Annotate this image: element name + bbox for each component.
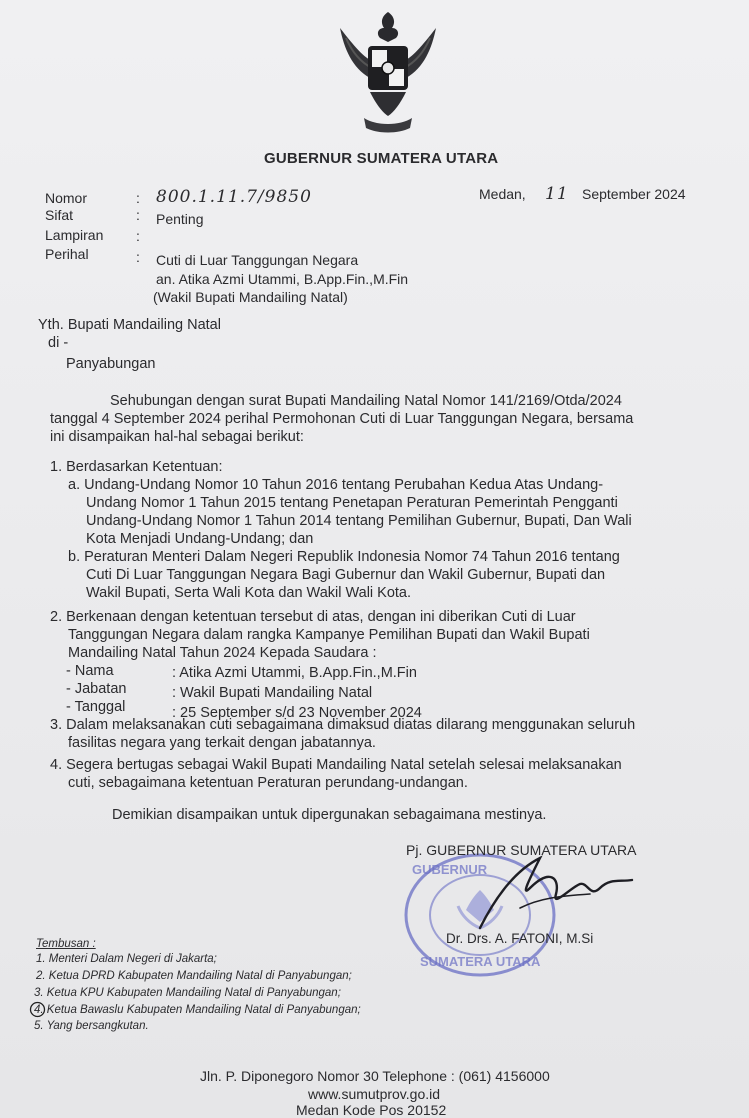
field-value-perihal: Cuti di Luar Tanggungan Negara xyxy=(156,252,359,268)
item-2-line: Mandailing Natal Tahun 2024 Kepada Saudara : xyxy=(68,645,377,661)
intro-line: tanggal 4 September 2024 perihal Permohonan Cuti di Luar Tanggungan Negara, bersama xyxy=(50,411,634,427)
item-2-line: Tanggungan Negara dalam rangka Kampanye Pemilihan Bupati dan Wakil Bupati xyxy=(68,627,590,643)
item-1a-line: Kota Menjadi Undang-Undang; dan xyxy=(86,531,314,547)
detail-value-jabatan: : Wakil Bupati Mandailing Natal xyxy=(172,685,373,701)
perihal-line-3: (Wakil Bupati Mandailing Natal) xyxy=(153,289,348,305)
field-label-nomor: Nomor xyxy=(45,190,88,206)
item-2-line: 2. Berkenaan dengan ketentuan tersebut di atas, dengan ini diberikan Cuti di Luar xyxy=(50,609,576,625)
letterhead-title: GUBERNUR SUMATERA UTARA xyxy=(264,150,499,167)
footer-address: Jln. P. Diponegoro Nomor 30 Telephone : (061) 4156000 xyxy=(200,1068,550,1084)
field-value-sifat: Penting xyxy=(156,211,204,227)
detail-label-jabatan: - Jabatan xyxy=(66,681,127,697)
item-1a-line: Undang Nomor 1 Tahun 2015 tentang Penetapan Peraturan Pemerintah Pengganti xyxy=(86,495,618,511)
recipient-line-3: Panyabungan xyxy=(66,356,156,372)
colon: : xyxy=(136,190,140,206)
item-4-line: cuti, sebagaimana ketentuan Peraturan perundang-undangan. xyxy=(68,775,468,791)
colon: : xyxy=(136,249,140,265)
detail-label-tanggal: - Tanggal xyxy=(66,699,126,715)
signatory-name: Dr. Drs. A. FATONI, M.Si xyxy=(446,931,594,946)
item-4-line: 4. Segera bertugas sebagai Wakil Bupati Mandailing Natal setelah selesai melaksanakan xyxy=(50,757,622,773)
tembusan-item: 2. Ketua DPRD Kabupaten Mandailing Natal di Panyabungan; xyxy=(36,970,352,982)
tembusan-title: Tembusan : xyxy=(36,938,96,950)
tembusan-item: 5. Yang bersangkutan. xyxy=(34,1020,149,1032)
intro-line: ini disampaikan hal-hal sebagai berikut: xyxy=(50,429,304,445)
tembusan-item: 4. Ketua Bawaslu Kabupaten Mandailing Natal di Panyabungan; xyxy=(34,1004,361,1016)
tembusan-item: 3. Ketua KPU Kabupaten Mandailing Natal di Panyabungan; xyxy=(34,987,341,999)
recipient-line-1: Yth. Bupati Mandailing Natal xyxy=(38,317,221,333)
perihal-line-2: an. Atika Azmi Utammi, B.App.Fin.,M.Fin xyxy=(156,271,409,287)
item-1-title: 1. Berdasarkan Ketentuan: xyxy=(50,459,223,475)
stamp-text-bottom: SUMATERA UTARA xyxy=(420,954,541,969)
colon: : xyxy=(136,228,140,244)
item-3-line: 3. Dalam melaksanakan cuti sebagaimana dimaksud diatas dilarang menggunakan seluruh xyxy=(50,717,636,733)
handwritten-signature-icon xyxy=(460,848,650,938)
place-date-prefix: Medan, xyxy=(479,186,526,202)
detail-label-nama: - Nama xyxy=(66,663,114,679)
item-3-line: fasilitas negara yang terkait dengan jabatannya. xyxy=(68,735,376,751)
field-label-sifat: Sifat xyxy=(45,207,74,223)
recipient-line-2: di - xyxy=(48,335,69,351)
date-day: 11 xyxy=(545,184,569,204)
item-1a-line: Undang-Undang Nomor 1 Tahun 2014 tentang Pemilihan Gubernur, Bupati, Dan Wali xyxy=(86,513,632,529)
closing-text: Demikian disampaikan untuk dipergunakan sebagaimana mestinya. xyxy=(112,807,547,823)
field-label-perihal: Perihal xyxy=(45,246,89,262)
item-1a-line: a. Undang-Undang Nomor 10 Tahun 2016 tentang Perubahan Kedua Atas Undang- xyxy=(68,477,604,493)
item-1b-line: Wakil Bupati, Serta Wali Kota dan Wakil Wali Kota. xyxy=(86,585,412,601)
tembusan-item: 1. Menteri Dalam Negeri di Jakarta; xyxy=(36,953,217,965)
garuda-emblem-icon xyxy=(330,8,446,136)
intro-line: Sehubungan dengan surat Bupati Mandailing Natal Nomor 141/2169/Otda/2024 xyxy=(110,393,622,409)
footer-postal: Medan Kode Pos 20152 xyxy=(296,1102,447,1118)
field-value-nomor: 800.1.11.7/9850 xyxy=(156,187,312,207)
item-1b-line: b. Peraturan Menteri Dalam Negeri Republik Indonesia Nomor 74 Tahun 2016 tentang xyxy=(68,549,620,565)
footer-website: www.sumutprov.go.id xyxy=(308,1086,441,1102)
handwritten-circle-mark-icon xyxy=(29,1001,46,1018)
detail-value-tanggal: : 25 September s/d 23 November 2024 xyxy=(172,705,422,721)
date-month-year: September 2024 xyxy=(582,186,686,202)
field-label-lampiran: Lampiran xyxy=(45,227,104,243)
item-1b-line: Cuti Di Luar Tanggungan Negara Bagi Gubernur dan Wakil Gubernur, Bupati dan xyxy=(86,567,606,583)
signatory-title: Pj. GUBERNUR SUMATERA UTARA xyxy=(406,842,637,858)
stamp-text-top: GUBERNUR xyxy=(412,862,488,877)
colon: : xyxy=(136,207,140,223)
detail-value-nama: : Atika Azmi Utammi, B.App.Fin.,M.Fin xyxy=(172,665,417,681)
